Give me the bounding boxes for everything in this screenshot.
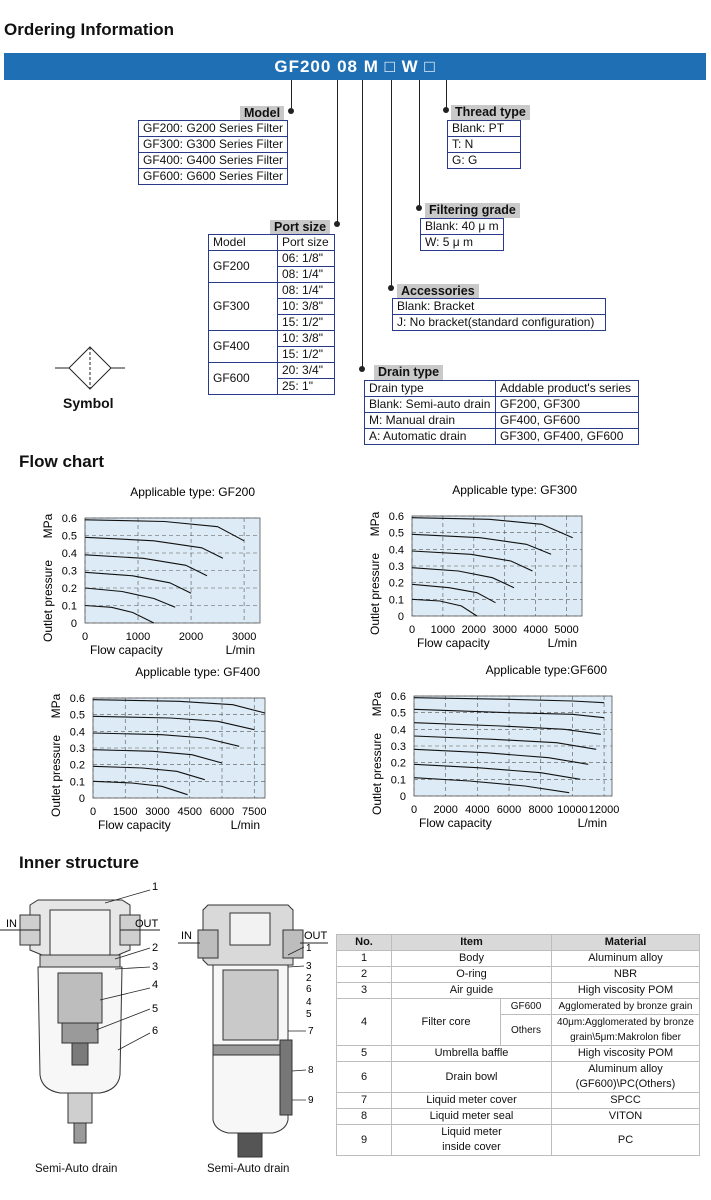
port-size-value: 08: 1/4" — [278, 267, 335, 283]
filtering-grade-row: W: 5 μ m — [421, 235, 504, 251]
inner-structure-drawing-right — [178, 895, 338, 1165]
drain-type-cell: GF400, GF600 — [496, 413, 639, 429]
flow-chart-1 — [41, 485, 260, 657]
y-tick-label: 0 — [78, 793, 85, 805]
in-label: IN — [6, 918, 17, 930]
y-tick-label: 0.6 — [390, 691, 406, 703]
port-size-value: 06: 1/8" — [278, 251, 335, 267]
flow-chart-3 — [49, 665, 266, 832]
part-no: 3 — [337, 983, 392, 999]
table-row — [337, 999, 700, 1015]
part-material: PC — [552, 1125, 700, 1156]
y-tick-label: 0.4 — [61, 548, 77, 560]
y-axis-unit: MPa — [41, 513, 55, 539]
thread-type-row: Blank: PT — [448, 121, 521, 137]
y-tick-label: 0.2 — [390, 757, 406, 770]
part-item: Drain bowl — [392, 1062, 552, 1093]
callout: 4 — [306, 997, 312, 1008]
model-label: Model — [240, 106, 284, 121]
x-axis-unit: L/min — [225, 643, 255, 657]
y-tick-label: 0.3 — [69, 743, 85, 755]
part-material: Aluminum alloy (GF600)\PC(Others) — [552, 1062, 700, 1093]
part-no: 5 — [337, 1046, 392, 1062]
y-tick-label: 0.1 — [61, 600, 77, 613]
y-tick-label: 0.3 — [388, 561, 404, 573]
callout: 9 — [308, 1095, 314, 1106]
y-tick-label: 0.5 — [69, 709, 85, 722]
model-row: GF600: G600 Series Filter — [139, 169, 288, 185]
callout: 6 — [306, 984, 312, 995]
y-tick-label: 0.4 — [69, 726, 85, 739]
y-tick-label: 0.6 — [388, 511, 404, 523]
leader-line-port — [337, 80, 338, 222]
port-size-header-model: Model — [209, 235, 278, 251]
filtering-grade-section — [425, 201, 520, 219]
part-material: VITON — [552, 1109, 700, 1125]
x-tick-label: 2000 — [178, 631, 204, 643]
part-material: High viscosity POM — [552, 1046, 700, 1062]
accessories-label: Accessories — [397, 284, 479, 299]
port-size-model: GF200 — [209, 251, 278, 283]
thread-type-row: T: N — [448, 137, 521, 153]
leader-dot-accessories — [388, 285, 394, 291]
filtering-grade-table — [420, 218, 504, 251]
flow-charts — [0, 478, 711, 848]
table-row — [337, 1062, 700, 1093]
y-axis-label: Outlet pressure — [41, 559, 55, 643]
callout: 2 — [152, 942, 159, 954]
x-tick-label: 12000 — [588, 804, 620, 816]
y-tick-label: 0.5 — [61, 530, 77, 543]
accessories-row: J: No bracket(standard configuration) — [393, 315, 606, 331]
thread-type-label: Thread type — [451, 105, 530, 120]
parts-header: Material — [552, 935, 700, 951]
x-tick-label: 2000 — [433, 804, 458, 816]
model-row: GF300: G300 Series Filter — [139, 137, 288, 153]
filter-symbol-icon — [55, 345, 125, 393]
y-tick-label: 0 — [70, 618, 77, 630]
y-tick-label: 0.1 — [388, 594, 404, 607]
leader-line-drain — [362, 80, 363, 367]
callout: 5 — [306, 1009, 312, 1020]
x-axis-label: Flow capacity — [417, 636, 490, 650]
parts-header: Item — [392, 935, 552, 951]
table-row — [337, 1093, 700, 1109]
x-tick-label: 4000 — [523, 624, 548, 636]
callout: 6 — [152, 1025, 159, 1037]
y-tick-label: 0.1 — [390, 774, 406, 787]
drain-type-header: Drain type — [365, 381, 496, 397]
port-size-value: 10: 3/8" — [278, 299, 335, 315]
out-label: OUT — [135, 918, 159, 930]
part-no: 7 — [337, 1093, 392, 1109]
model-code-banner: GF200 08 M □ W □ — [4, 53, 706, 80]
port-size-model: GF300 — [209, 283, 278, 331]
leader-dot-port — [334, 221, 340, 227]
callout: 8 — [308, 1065, 314, 1076]
drain-type-label: Drain type — [374, 365, 443, 380]
callout: 7 — [308, 1026, 314, 1037]
model-row: GF200: G200 Series Filter — [139, 121, 288, 137]
chart-title: Applicable type: GF400 — [135, 665, 260, 679]
in-label: IN — [181, 930, 192, 942]
thread-type-section — [451, 103, 530, 121]
drain-type-table — [364, 380, 639, 445]
drain-type-cell: A: Automatic drain — [365, 429, 496, 445]
part-no: 1 — [337, 951, 392, 967]
x-axis-label: Flow capacity — [90, 643, 163, 657]
port-size-model: GF400 — [209, 331, 278, 363]
y-axis-label: Outlet pressure — [49, 734, 63, 818]
part-no: 8 — [337, 1109, 392, 1125]
flow-chart-4 — [370, 663, 619, 830]
x-tick-label: 0 — [408, 624, 416, 636]
part-item: inside cover — [442, 1141, 501, 1153]
drain-type-cell: GF300, GF400, GF600 — [496, 429, 639, 445]
x-tick-label: 4500 — [177, 806, 202, 818]
part-item: Body — [392, 951, 552, 967]
out-label: OUT — [304, 930, 328, 942]
drain-type-header: Addable product's series — [496, 381, 639, 397]
chart-title: Applicable type:GF600 — [485, 663, 607, 677]
x-tick-label: 5000 — [554, 624, 579, 636]
leader-line-model — [291, 80, 292, 108]
inner-structure-title: Inner structure — [19, 853, 139, 872]
x-tick-label: 1500 — [113, 806, 138, 818]
y-tick-label: 0 — [397, 611, 404, 623]
caption-left: Semi-Auto drain — [35, 1163, 118, 1175]
callout: 3 — [152, 961, 159, 973]
x-axis-unit: L/min — [547, 636, 577, 650]
port-size-value: 20: 3/4" — [278, 363, 335, 379]
port-size-table — [208, 234, 335, 395]
y-tick-label: 0.4 — [388, 544, 404, 557]
callout: 5 — [152, 1003, 159, 1015]
port-size-label: Port size — [270, 220, 330, 235]
port-size-value: 25: 1" — [278, 379, 335, 395]
part-subitem: Others — [501, 1015, 552, 1046]
y-tick-label: 0.6 — [69, 693, 85, 705]
leader-line-accessories — [391, 80, 392, 286]
part-subitem: GF600 — [501, 999, 552, 1015]
x-tick-label: 3000 — [231, 631, 257, 643]
leader-dot-model — [288, 108, 294, 114]
x-axis-unit: L/min — [230, 818, 260, 832]
thread-type-row: G: G — [448, 153, 521, 169]
parts-header: No. — [337, 935, 392, 951]
filter-body-illustration — [20, 900, 140, 1143]
part-material: Agglomerated by bronze grain — [552, 999, 700, 1015]
parts-table — [336, 934, 700, 1156]
y-tick-label: 0.6 — [61, 513, 77, 525]
part-material: grain\5μm:Makrolon fiber — [570, 1032, 681, 1043]
x-tick-label: 6000 — [209, 806, 235, 818]
drain-type-section — [374, 363, 443, 381]
table-row — [337, 951, 700, 967]
table-row — [337, 983, 700, 999]
page-title: Ordering Information — [4, 20, 174, 39]
part-item: Liquid meter seal — [392, 1109, 552, 1125]
flow-chart-2 — [368, 483, 582, 650]
drain-type-cell: M: Manual drain — [365, 413, 496, 429]
inner-structure-drawing-left — [0, 875, 180, 1165]
callout: 3 — [306, 961, 312, 972]
part-no: 9 — [337, 1125, 392, 1156]
port-size-model: GF600 — [209, 363, 278, 395]
part-no: 4 — [337, 999, 392, 1046]
y-tick-label: 0.3 — [390, 741, 406, 753]
model-row: GF400: G400 Series Filter — [139, 153, 288, 169]
part-item: Liquid meter — [441, 1126, 502, 1138]
thread-type-table — [447, 120, 521, 169]
accessories-row: Blank: Bracket — [393, 299, 606, 315]
port-size-header-port: Port size — [278, 235, 335, 251]
part-item: Air guide — [392, 983, 552, 999]
part-item: Liquid meter cover — [392, 1093, 552, 1109]
y-tick-label: 0.2 — [61, 583, 77, 595]
y-tick-label: 0 — [399, 791, 406, 803]
y-axis-label: Outlet pressure — [368, 552, 382, 636]
x-tick-label: 1000 — [125, 631, 151, 643]
table-row — [337, 967, 700, 983]
flow-chart-title: Flow chart — [19, 452, 105, 471]
port-size-value: 08: 1/4" — [278, 283, 335, 299]
part-material: Aluminum alloy — [552, 951, 700, 967]
x-tick-label: 3000 — [492, 624, 517, 636]
filtering-grade-label: Filtering grade — [425, 203, 520, 218]
accessories-table — [392, 298, 606, 331]
x-axis-label: Flow capacity — [98, 818, 171, 832]
chart-title: Applicable type: GF200 — [130, 485, 255, 499]
caption-right: Semi-Auto drain — [207, 1163, 290, 1175]
drain-type-cell: Blank: Semi-auto drain — [365, 397, 496, 413]
y-axis-unit: MPa — [370, 691, 384, 717]
filtering-grade-row: Blank: 40 μ m — [421, 219, 504, 235]
part-material: SPCC — [552, 1093, 700, 1109]
x-axis-unit: L/min — [577, 816, 607, 830]
part-item: Filter core — [392, 999, 501, 1046]
y-axis-unit: MPa — [368, 511, 382, 537]
y-tick-label: 0.2 — [388, 577, 404, 590]
y-tick-label: 0.5 — [390, 707, 406, 720]
x-axis-label: Flow capacity — [419, 816, 492, 830]
y-tick-label: 0.4 — [390, 724, 406, 737]
part-material: NBR — [552, 967, 700, 983]
callout: 1 — [306, 943, 312, 954]
leader-dot-filtering — [416, 205, 422, 211]
x-tick-label: 1000 — [430, 624, 456, 636]
x-tick-label: 4000 — [465, 804, 490, 816]
part-material: 40μm:Agglomerated by bronze — [557, 1017, 694, 1028]
y-axis-unit: MPa — [49, 693, 63, 719]
filter-body-illustration — [198, 905, 303, 1157]
x-tick-label: 6000 — [496, 804, 522, 816]
symbol-label: Symbol — [63, 395, 114, 411]
leader-dot-drain — [359, 366, 365, 372]
x-tick-label: 0 — [410, 804, 418, 816]
y-tick-label: 0.2 — [69, 759, 85, 772]
table-row — [337, 1046, 700, 1062]
drain-type-cell: GF200, GF300 — [496, 397, 639, 413]
part-no: 6 — [337, 1062, 392, 1093]
y-tick-label: 0.5 — [388, 527, 404, 540]
chart-title: Applicable type: GF300 — [452, 483, 577, 497]
port-size-value: 15: 1/2" — [278, 347, 335, 363]
part-no: 2 — [337, 967, 392, 983]
table-row — [337, 1109, 700, 1125]
port-size-value: 15: 1/2" — [278, 315, 335, 331]
y-tick-label: 0.3 — [61, 565, 77, 578]
part-item: Umbrella baffle — [392, 1046, 552, 1062]
table-row — [337, 1125, 700, 1156]
x-tick-label: 0 — [81, 631, 89, 643]
leader-dot-thread — [443, 107, 449, 113]
x-tick-label: 3000 — [145, 806, 170, 818]
leader-line-filtering — [419, 80, 420, 206]
x-tick-label: 10000 — [557, 804, 588, 816]
callout: 4 — [152, 979, 159, 991]
y-tick-label: 0.1 — [69, 776, 85, 789]
x-tick-label: 0 — [89, 806, 97, 818]
x-tick-label: 8000 — [528, 804, 553, 816]
x-tick-label: 2000 — [461, 624, 487, 636]
callout: 2 — [306, 973, 312, 984]
leader-line-thread — [446, 80, 447, 108]
port-size-value: 10: 3/8" — [278, 331, 335, 347]
callout: 1 — [152, 881, 159, 893]
part-material: High viscosity POM — [552, 983, 700, 999]
model-table — [138, 120, 288, 185]
part-item: O-ring — [392, 967, 552, 983]
x-tick-label: 7500 — [242, 806, 267, 818]
y-axis-label: Outlet pressure — [370, 732, 384, 816]
